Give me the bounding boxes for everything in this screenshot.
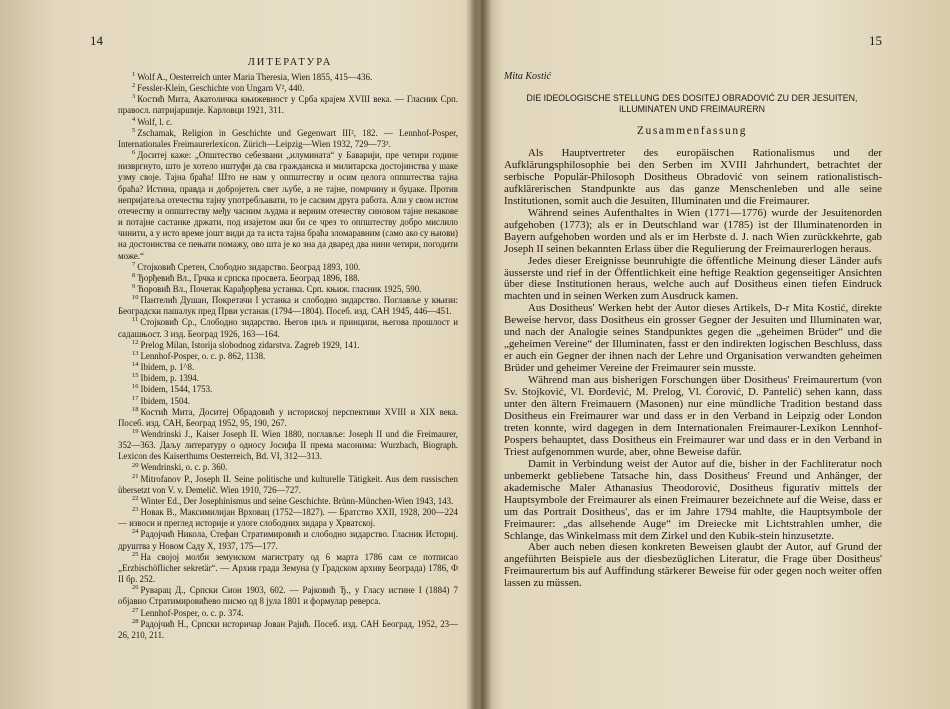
reference-number: 20 <box>132 461 139 469</box>
reference-item <box>118 552 458 585</box>
reference-item <box>118 373 458 384</box>
reference-item <box>118 529 458 551</box>
reference-number: 27 <box>132 606 139 614</box>
reference-item <box>118 608 458 619</box>
reference-text: Mitrofanov P., Joseph II. Seine politische und kulturelle Tätigkeit. Aus dem russischen übersetzt von V. v. Demelič. Wien 1910, 726—727. <box>118 473 458 495</box>
reference-number: 4 <box>132 115 136 123</box>
summary-paragraph: Jedes dieser Ereignisse beunruhigte die öffentliche Meinung dieser Länder aufs äusserste und rief in der Öffentlichkeit eine heftige Reaktion gegenseitiger Ansichten über diese Institutionen heraus, welche auch auf Dositheus einen tiefen Eindruck machten und in seinen Werken zum Ausdruck kamen. <box>504 254 882 303</box>
reference-item <box>118 619 458 641</box>
reference-text: Prelog Milan, Istorija slobodnog zidarstva. Zagreb 1929, 141. <box>140 339 360 350</box>
reference-item <box>118 284 458 295</box>
reference-number: 16 <box>132 383 139 391</box>
reference-text: Wolf, l. c. <box>137 116 173 127</box>
reference-item <box>118 351 458 362</box>
left-page <box>0 0 472 709</box>
reference-number: 25 <box>132 550 139 558</box>
reference-number: 23 <box>132 506 139 514</box>
summary-body <box>504 148 882 590</box>
author-name: Mita Kostić <box>504 71 551 82</box>
reference-item <box>118 362 458 373</box>
reference-item <box>118 474 458 496</box>
reference-number: 1 <box>132 71 136 79</box>
reference-item <box>118 340 458 351</box>
article-title-line-1: DIE IDEOLOGISCHE STELLUNG DES DOSITEJ OBRADOVIĆ ZU DER JESUITEN, <box>526 93 858 103</box>
reference-text: Wendrinski, o. c. p. 360. <box>140 462 228 473</box>
book-gutter <box>470 0 492 709</box>
reference-number: 28 <box>132 617 139 625</box>
article-title-line-2: ILLUMINATEN UND FREIMAURERN <box>619 104 765 114</box>
reference-item <box>118 429 458 462</box>
reference-number: 9 <box>132 283 136 290</box>
reference-number: 17 <box>132 394 139 402</box>
reference-text: Winter Ed., Der Josephinismus und seine Geschichte. Brünn-München-Wien 1943, 143. <box>140 495 454 506</box>
summary-paragraph: Aber auch neben diesen konkreten Beweisen glaubt der Autor, auf Grund der angeführten Beispiele aus der diesbezüglichen Literatur, die Frage über Dositheus' Freimaurertum bis auf Auffindung stärkerer Beweise für oder gegen noch weiter offen lassen zu müssen. <box>504 541 882 590</box>
reference-text: Ibidem, 1504. <box>140 395 191 406</box>
reference-number: 10 <box>132 294 139 302</box>
reference-text: Ibidem, p. 1^8. <box>140 362 195 373</box>
reference-item <box>118 273 458 284</box>
reference-number: 18 <box>132 405 139 413</box>
reference-number: 2 <box>132 82 136 90</box>
reference-text: Новак В., Максимилијан Врховац (1752—1827). — Братство XXII, 1928, 200—224 — извоси и преглед историје и улоге слободних зидара у Хрватској. <box>118 507 458 529</box>
reference-text: Wendrinski J., Kaiser Joseph II. Wien 1880, поглавље: Joseph II und die Freimaurer, 352—363. Даљу литературу о односу Јосифа II према масонима: Wurzbach, Biograph. Lexicon des Kaiserthums Oesterreich, Bd. VI, 312—313. <box>118 429 458 462</box>
reference-text: Стојковић Сретен, Слободно зидарство. Београд 1893, 100. <box>137 261 361 272</box>
article-title <box>502 93 882 115</box>
reference-item <box>118 317 458 339</box>
summary-paragraph: Als Hauptvertreter des europäischen Rationalismus und der Aufklärungsphilosophie bei den Serben im XVIII Jahrhundert, betrachtet der serbische Populär-Philosoph Dositheus Obradović von seinem rationalistisch-aufklärerischen Standpunkte aus das ganze Menschenleben und alle seine Institutionen, somit auch die Jesuiten, Illuminaten und die Freimaurer. <box>504 147 882 207</box>
reference-item <box>118 128 458 150</box>
reference-text: Ibidem, p. 1394. <box>140 373 199 384</box>
reference-text: Zschamak, Religion in Geschichte und Gegenwart III², 182. — Lennhof-Posper, Internationales Freimaurerlexicon. Zürich—Leipzig—Wien 1932, 729—73³. <box>118 127 458 149</box>
reference-number: 7 <box>132 260 136 268</box>
page-number-left: 14 <box>90 33 103 48</box>
reference-text: Доситеј каже: „Општество себезвани „илумината“ у Баварији, пре четири године низвргнуто, што је хотело иштуфн да сва гражданска и милитарска достојинства у шаке узму своје. Тајна браћа! Што не нам у оппштеству и осим целога оппштества тајна браћа? Истина, правда и добројетељ свет љубе, а не тајне, помрчину и буџаке. Против непријатеља отечества тајну употребљавати, то је сасвим друга работа. Али у свом истом отечеству и оппштеству међу часним људма и верним отечеству синовом тајне некакове и потајне састанке држати, под изајетом аки би се чрез то оппштеству добро мислило чинити, а у исто време јошт види да та иста тајна браћа зломаравним (само ако су њиови) на достоинства се пењати помажу, ово штa је ко зна да дварeд два нини четири, погодити може.“ <box>118 150 458 261</box>
reference-number: 22 <box>132 494 139 502</box>
summary-paragraph: Aus Dositheus' Werken hebt der Autor dieses Artikels, D-r Mita Kostić, direkte Beweise hervor, dass Dositheus ein grosser Gegner der Jesuiten und Illuminaten war, und nach der Analogie seines Standpunktes gegen die „geheimen Brüder“ und die „geheimen Vereine“ der Illuminaten, fasst er den indirekten logischen Beschluss, dass er auch ein Gegner der ihnen nach der Lehre und Organisation verwandten geheimen Brüder und geheimer Vereine der Freimaurer sein musste. <box>504 302 882 375</box>
reference-item <box>118 94 458 116</box>
reference-text: Fessler-Klein, Geschichte von Ungarn V², 440. <box>137 83 305 94</box>
reference-text: Wolf A., Oesterreich unter Maria Theresia, Wien 1855, 415—436. <box>137 72 373 82</box>
reference-item <box>118 150 458 262</box>
reference-item <box>118 507 458 529</box>
reference-item <box>118 262 458 273</box>
reference-text: Радојчић Никола, Стефан Стратимировић и слободно зидарство. Гласник Историј. друштва у Новом Саду X, 1937, 175—177. <box>118 529 458 551</box>
reference-number: 12 <box>132 338 139 346</box>
reference-item <box>118 585 458 607</box>
reference-text: Пантелић Душан, Покретачи I устанка и слободно зидарство. Поглавље у књизи: Београдски пашалук пред Први устанак (1794—1804). Посеб. изд. САН 1945, 446—451. <box>118 295 458 317</box>
reference-item <box>118 384 458 395</box>
reference-item <box>118 117 458 128</box>
reference-list <box>118 72 458 641</box>
reference-number: 5 <box>132 126 136 134</box>
reference-number: 24 <box>132 528 139 536</box>
reference-item <box>118 83 458 94</box>
reference-text: Ћоровић Вл., Почетак Карађорђева устанка. Срп. књиж. гласник 1925, 590. <box>137 283 422 294</box>
summary-paragraph: Während man aus bisherigen Forschungen über Dositheus' Freimaurertum (von Sv. Stojković, Vl. Đorđević, M. Prelog, Vl. Ćorović, D. Pantelić) sehen kann, dass unter den ältern Freimauern (Masonen) nur eine mündliche Tradition bestand dass Dositheus ein Freimaurer war und dass er in den Verband in Leipzig oder London treten konnte, wird dagegen in dem Internationalen Freimaurer-Lexikon Lennhof-Pospers behauptet, dass Dositheus ein Freimaurer war und dass er in den Verband in Triest aufgenommen wurde, aber, ohne Beweise dafür. <box>504 374 882 458</box>
reference-text: Lennhof-Posper, o. c. p. 862, 1138. <box>140 350 266 361</box>
reference-number: 8 <box>132 271 136 279</box>
reference-text: Lennhof-Posper, o. c. p. 374. <box>140 607 244 618</box>
reference-item <box>118 295 458 317</box>
reference-number: 14 <box>132 361 139 369</box>
reference-number: 6 <box>132 149 136 157</box>
summary-paragraph: Damit in Verbindung weist der Autor auf die, bisher in der Fachliteratur noch unbemerkt gebliebene Tatsache hin, dass Dositheus' Freund und Anhänger, der akademische Maler Athanasius Theodorović, Dositheus figurativ mittels der Hauptsymbole der Freimaurer als einen Freimaurer bezeichnete auf die Weise, dass er um das Portrait Dositheus', das er im Jahre 1794 mahlte, die Hauptsymbole der Freimaurer: „das allsehende Auge“ im Dreiecke mit Lichtstrahlen umher, die Schlange, das Winkelmass mit dem Zirkel und den Kubik-stein hinzusetzte. <box>504 457 882 542</box>
reference-text: Руварац Д., Српски Сион 1903, 602. — Рајковић Ђ., у Гласу истине I (1884) 7 објавио Стратимировићево писмо од 8 јула 1801 и формулар реверса. <box>118 585 458 607</box>
summary-paragraph: Während seines Aufenthaltes in Wien (1771—1776) wurde der Jesuitenorden aufgehoben (1773); als er in Deutschland war (1785) ist der Illuminatenorden in Bayern aufgehoben worden und als er im Herbste d. J. nach Wien zurückkehrte, gab Joseph II seinen bekannten Erlass über die Regulierung der Freimaurerlogen heraus. <box>504 206 882 255</box>
literature-heading: ЛИТЕРАТУРА <box>247 57 333 68</box>
reference-number: 11 <box>132 316 139 324</box>
reference-number: 3 <box>132 93 136 101</box>
summary-heading: Zusammenfassung <box>636 125 748 137</box>
right-page <box>492 0 950 709</box>
reference-text: Стојковић Ср., Слободно зидарство. Његов циљ и принципи, његова прошлост и садашњост. 3 изд. Београд 1926, 163—164. <box>118 317 458 339</box>
reference-item <box>118 407 458 429</box>
reference-text: На својој молби земунском магистрату од 6 марта 1786 сам се потписао „Erzbischöflicher sekretär“. — Архив града Земуна (у Градском архиву Београда) 1786, Ф II бр. 252. <box>118 551 458 585</box>
reference-number: 21 <box>132 472 139 480</box>
reference-text: Ђорђевић Вл., Грчка и српска просвета. Београд 1896, 188. <box>137 272 360 283</box>
reference-item <box>118 462 458 473</box>
reference-item <box>118 496 458 507</box>
reference-number: 26 <box>132 584 139 592</box>
reference-text: Радојчић Н., Српски историчар Јован Рајић. Посеб. изд. САН Београд, 1952, 23—26, 210, 211. <box>118 618 458 640</box>
reference-number: 15 <box>132 372 139 380</box>
reference-text: Костић Мита, Акатоличка књижевност у Срба крајем XVIII века. — Гласник Срп. правосл. патријаршије. Карловци 1921, 311. <box>118 94 458 116</box>
reference-text: Костић Мита, Доситеј Обрадовић у историској перспективи XVIII и XIX века. Посеб. изд. САН, Београд 1952, 95, 190, 267. <box>118 406 458 428</box>
reference-number: 19 <box>132 428 139 436</box>
reference-item <box>118 72 458 83</box>
page-number-right: 15 <box>869 33 882 48</box>
reference-item <box>118 396 458 407</box>
reference-number: 13 <box>132 349 139 357</box>
reference-text: Ibidem, 1544, 1753. <box>140 384 213 395</box>
